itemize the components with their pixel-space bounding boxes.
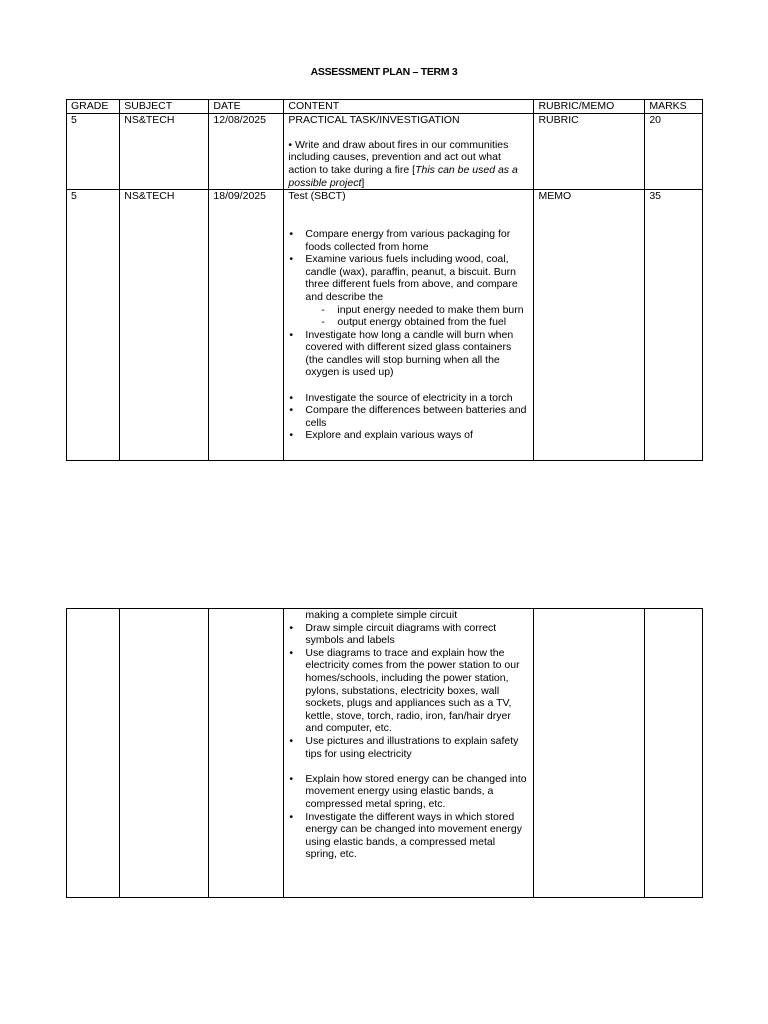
list-item: • Explain how stored energy can be changed into movement energy using elastic bands, a compressed metal spring, etc. — [288, 773, 529, 811]
continued-text: making a complete simple circuit — [305, 609, 458, 621]
list-item: • Compare the differences between batteries and cells — [288, 404, 529, 429]
table-header-row — [67, 100, 703, 114]
marks-cell: 35 — [645, 190, 703, 461]
grade-cell: 5 — [67, 190, 120, 461]
header-date: DATE — [209, 100, 284, 114]
header-marks: MARKS — [645, 100, 703, 114]
content-description — [288, 139, 529, 189]
sub-list-item: - output energy obtained from the fuel — [321, 316, 529, 329]
grade-cell: 5 — [67, 113, 120, 190]
rubric-cell — [534, 609, 645, 898]
subject-cell: NS&TECH — [120, 113, 209, 190]
list-item: • Use diagrams to trace and explain how the electricity comes from the power station to our homes/schools, including the power station, pylons, substations, electricity boxes, wall sockets, plugs and appliances such as a TV, kettle, stove, torch, radio, iron, fan/hair dryer and computer, etc. — [288, 647, 529, 735]
content-heading: PRACTICAL TASK/INVESTIGATION — [288, 113, 460, 126]
header-rubric-memo: RUBRIC/MEMO — [534, 100, 645, 114]
content-bullet-list — [288, 392, 529, 442]
date-cell: 18/09/2025 — [209, 190, 284, 461]
content-cell — [284, 113, 534, 190]
marks-cell: 20 — [645, 113, 703, 190]
list-item: • Explore and explain various ways of — [288, 429, 529, 442]
list-item: • Investigate the different ways in which stored energy can be changed into movement energy using elastic bands, a compressed metal spring, etc. — [288, 811, 529, 861]
content-cell — [284, 609, 534, 898]
rubric-cell: RUBRIC — [534, 113, 645, 190]
header-subject: SUBJECT — [120, 100, 209, 114]
list-item: • Compare energy from various packaging for foods collected from home — [288, 228, 529, 253]
subject-cell — [120, 609, 209, 898]
subject-cell: NS&TECH — [120, 190, 209, 461]
date-cell: 12/08/2025 — [209, 113, 284, 190]
list-item: • Draw simple circuit diagrams with correct symbols and labels — [288, 622, 529, 647]
rubric-cell: MEMO — [534, 190, 645, 461]
table-row — [67, 609, 703, 898]
header-grade: GRADE — [67, 100, 120, 114]
sub-list-item: - input energy needed to make them burn — [321, 304, 529, 317]
list-item — [288, 253, 529, 329]
content-text: • Write and draw about fires in our communities including causes, prevention and act out what action to take during a fire [ — [288, 138, 509, 176]
sub-list — [305, 304, 529, 329]
header-content: CONTENT — [284, 100, 534, 114]
list-item: • Investigate how long a candle will burn when covered with different sized glass containers (the candles will stop burning when all the oxygen is used up) — [288, 329, 529, 379]
content-bracket: ] — [361, 176, 365, 189]
assessment-plan-table-continued — [66, 608, 703, 898]
content-bullet-list — [288, 228, 529, 379]
marks-cell — [645, 609, 703, 898]
page-title: ASSESSMENT PLAN – TERM 3 — [310, 66, 458, 78]
content-bullet-list — [288, 622, 529, 761]
content-bullet-list — [288, 773, 529, 861]
date-cell — [209, 609, 284, 898]
grade-cell — [67, 609, 120, 898]
assessment-plan-table — [66, 99, 703, 461]
content-italic-note: This can be used as a possible project — [288, 163, 518, 189]
table-row — [67, 113, 703, 190]
list-item-text: Examine various fuels including wood, coal, candle (wax), paraffin, peanut, a biscuit. Burn three different fuels from above, and compare and describe the — [305, 253, 518, 303]
list-item: • Use pictures and illustrations to explain safety tips for using electricity — [288, 735, 529, 760]
table-row — [67, 190, 703, 461]
list-item: • Investigate the source of electricity in a torch — [288, 392, 529, 405]
content-heading: Test (SBCT) — [288, 190, 346, 203]
content-cell — [284, 190, 534, 461]
